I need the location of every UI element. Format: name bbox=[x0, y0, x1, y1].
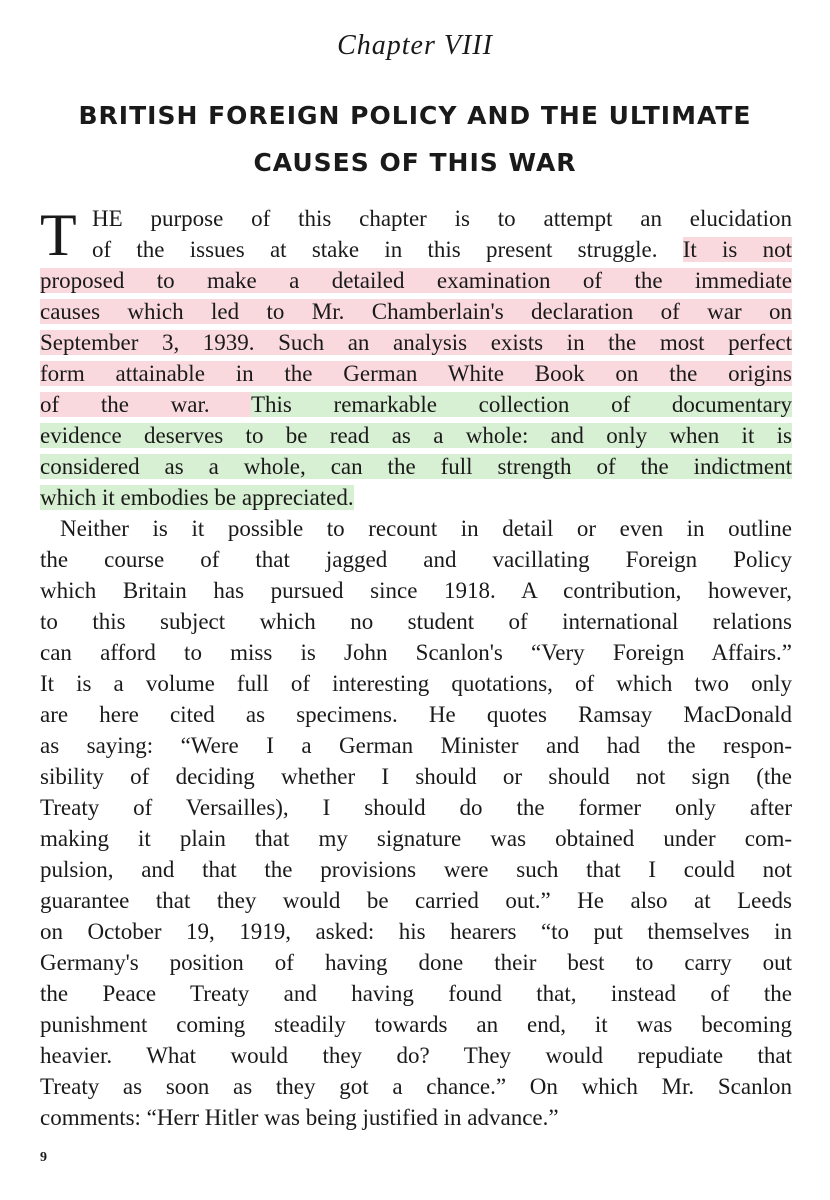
text-line: Germany's position of having done their best to carry out bbox=[40, 950, 792, 975]
highlighted-text-green: which it embodies be appreciated. bbox=[40, 485, 354, 510]
highlighted-text-pink: September 3, 1939. Such an analysis exists in the most perfect bbox=[40, 330, 792, 355]
chapter-title-line-2: CAUSES OF THIS WAR bbox=[253, 148, 577, 177]
text-line bbox=[40, 296, 792, 327]
highlighted-text-pink: proposed to make a detailed examination of the immediate bbox=[40, 268, 792, 293]
text-line: Treaty as soon as they got a chance.” On which Mr. Scanlon bbox=[40, 1074, 792, 1099]
chapter-title bbox=[20, 92, 810, 186]
drop-cap: T bbox=[40, 202, 77, 268]
highlighted-text-green: considered as a whole, can the full strength of the indictment bbox=[40, 454, 792, 479]
text-line bbox=[40, 327, 792, 358]
chapter-title-line-1: BRITISH FOREIGN POLICY AND THE ULTIMATE bbox=[78, 101, 752, 130]
paragraph-1 bbox=[40, 203, 792, 513]
text-line bbox=[40, 420, 792, 451]
highlighted-text-pink: form attainable in the German White Book on the origins bbox=[40, 361, 792, 386]
chapter-label: Chapter VIII bbox=[337, 30, 493, 61]
text-line bbox=[40, 265, 792, 296]
highlighted-text-green: This remarkable collection of documentary bbox=[250, 392, 792, 417]
text-line bbox=[40, 234, 792, 265]
page-number: 9 bbox=[40, 1150, 47, 1165]
text-line: heavier. What would they do? They would repudiate that bbox=[40, 1043, 792, 1068]
paragraph-2 bbox=[40, 513, 792, 1133]
text-line bbox=[40, 482, 792, 513]
text-line: Treaty of Versailles), I should do the former only after bbox=[40, 795, 792, 820]
text-line: to this subject which no student of international relations bbox=[40, 609, 792, 634]
text-line: on October 19, 1919, asked: his hearers “to put themselves in bbox=[40, 919, 792, 944]
text-line bbox=[40, 389, 792, 420]
text-line: making it plain that my signature was obtained under com- bbox=[40, 826, 792, 851]
text-segment: HE purpose of this chapter is to attempt an elucidation bbox=[92, 206, 792, 231]
text-line: can afford to miss is John Scanlon's “Very Foreign Affairs.” bbox=[40, 640, 792, 665]
text-line: sibility of deciding whether I should or should not sign (the bbox=[40, 764, 792, 789]
text-line bbox=[40, 358, 792, 389]
text-line bbox=[40, 451, 792, 482]
chapter-body bbox=[40, 203, 792, 1133]
text-line: guarantee that they would be carried out.” He also at Leeds bbox=[40, 888, 792, 913]
text-line: are here cited as specimens. He quotes Ramsay MacDonald bbox=[40, 702, 792, 727]
highlighted-text-pink: of the war. bbox=[40, 392, 251, 417]
text-segment: of the issues at stake in this present struggle. bbox=[92, 237, 683, 262]
text-line: the Peace Treaty and having found that, instead of the bbox=[40, 981, 792, 1006]
text-line: Neither is it possible to recount in detail or even in outline bbox=[60, 516, 792, 541]
text-line: which Britain has pursued since 1918. A contribution, however, bbox=[40, 578, 792, 603]
text-line: comments: “Herr Hitler was being justified in advance.” bbox=[40, 1105, 559, 1130]
text-line: the course of that jagged and vacillating Foreign Policy bbox=[40, 547, 792, 572]
highlighted-text-pink: causes which led to Mr. Chamberlain's declaration of war on bbox=[40, 299, 792, 324]
text-line: as saying: “Were I a German Minister and had the respon- bbox=[40, 733, 792, 758]
text-line: It is a volume full of interesting quotations, of which two only bbox=[40, 671, 792, 696]
text-line: punishment coming steadily towards an end, it was becoming bbox=[40, 1012, 792, 1037]
text-line: pulsion, and that the provisions were such that I could not bbox=[40, 857, 792, 882]
highlighted-text-pink: It is not bbox=[682, 237, 792, 262]
highlighted-text-green: evidence deserves to be read as a whole: and only when it is bbox=[40, 423, 792, 448]
text-line bbox=[40, 203, 792, 234]
